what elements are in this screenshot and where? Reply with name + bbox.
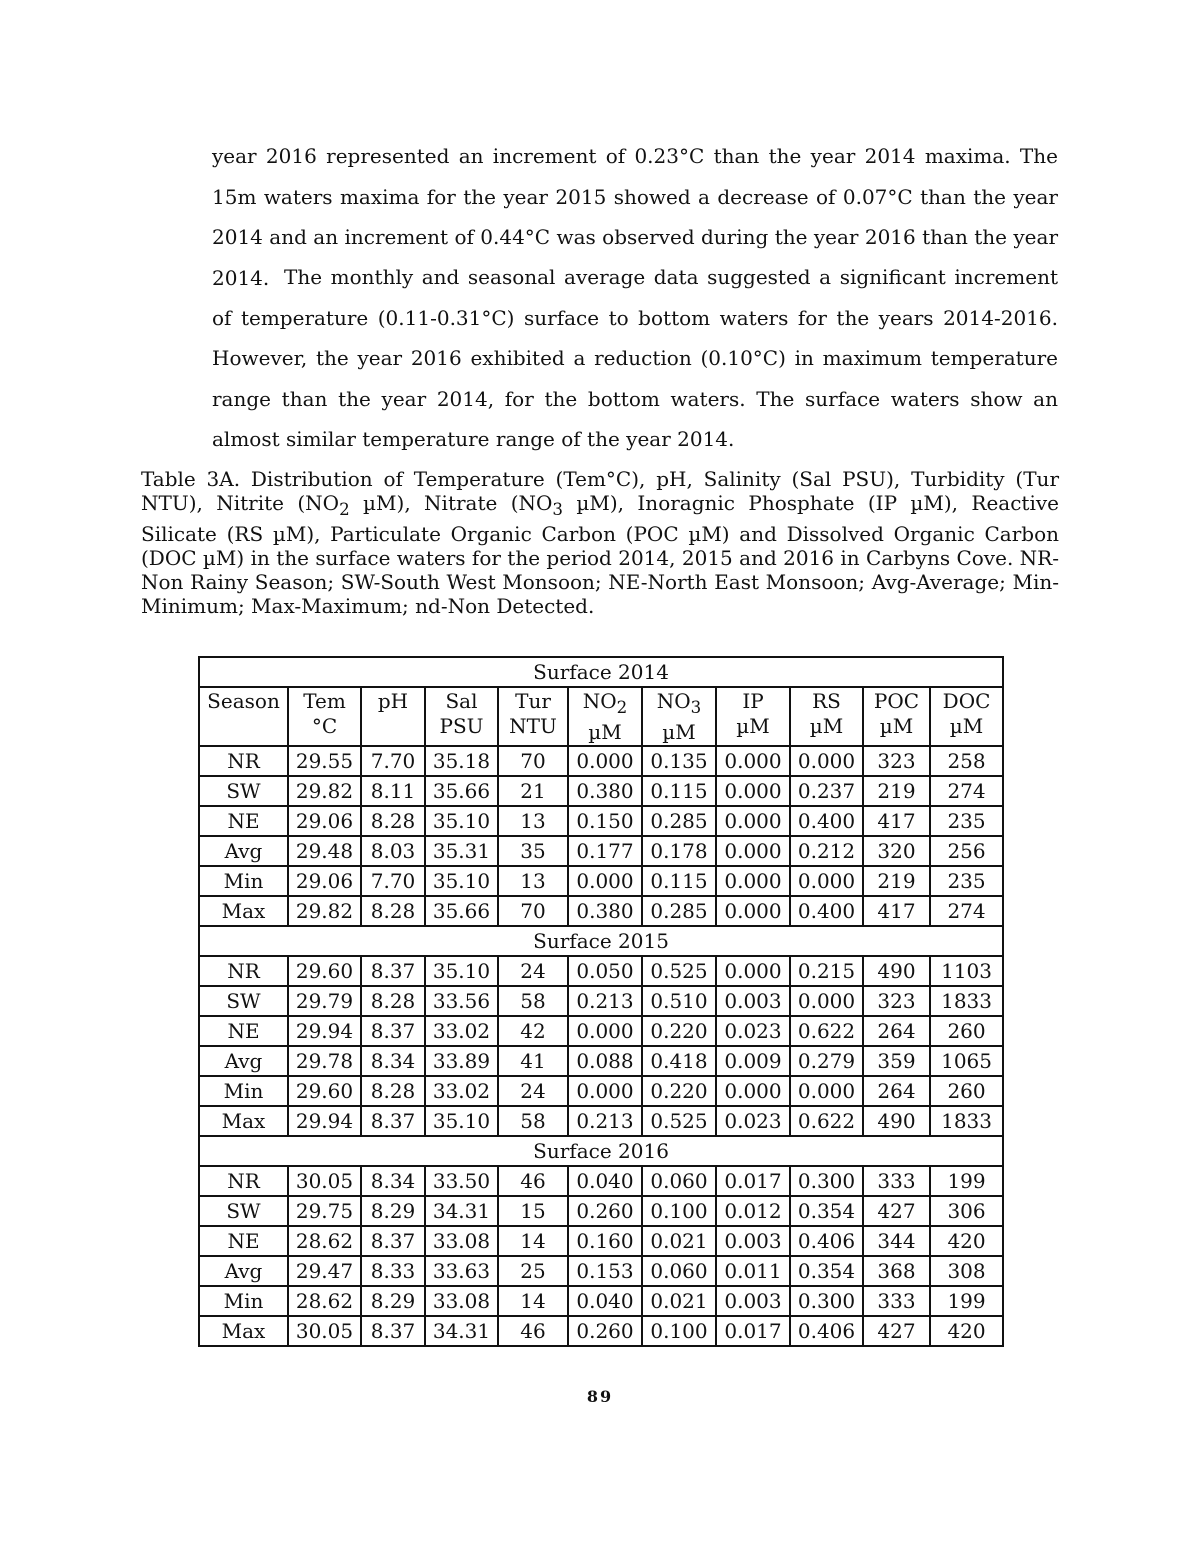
season-cell: Min xyxy=(199,1286,288,1316)
table-cell: 0.380 xyxy=(568,776,642,806)
table-cell: 0.000 xyxy=(716,956,790,986)
table-cell: 344 xyxy=(863,1226,930,1256)
table-cell: 0.153 xyxy=(568,1256,642,1286)
season-cell: Min xyxy=(199,866,288,896)
column-header-label: DOC xyxy=(942,689,991,713)
column-header xyxy=(199,687,288,746)
season-cell: NR xyxy=(199,1166,288,1196)
table-cell: 0.088 xyxy=(568,1046,642,1076)
table-cell: 219 xyxy=(863,866,930,896)
table-cell: 33.08 xyxy=(425,1226,498,1256)
table-cell: 0.406 xyxy=(790,1316,863,1346)
table-row xyxy=(199,746,1003,776)
table-cell: 0.215 xyxy=(790,956,863,986)
table-cell: 8.37 xyxy=(361,1016,425,1046)
table-cell: 14 xyxy=(498,1286,568,1316)
table-cell: 8.28 xyxy=(361,986,425,1016)
table-cell: 0.003 xyxy=(716,1286,790,1316)
table-cell: 0.021 xyxy=(642,1286,716,1316)
table-cell: 0.279 xyxy=(790,1046,863,1076)
table-cell: 0.135 xyxy=(642,746,716,776)
table-cell: 46 xyxy=(498,1316,568,1346)
table-cell: 333 xyxy=(863,1166,930,1196)
table-row xyxy=(199,776,1003,806)
column-header-subscript: 3 xyxy=(690,698,702,717)
table-cell: 35.10 xyxy=(425,956,498,986)
table-cell: 0.400 xyxy=(790,806,863,836)
table-cell: 35.66 xyxy=(425,776,498,806)
table-cell: 0.160 xyxy=(568,1226,642,1256)
table-cell: 33.50 xyxy=(425,1166,498,1196)
table-cell: 35.18 xyxy=(425,746,498,776)
table-cell: 0.622 xyxy=(790,1016,863,1046)
table-row xyxy=(199,1076,1003,1106)
table-cell: 0.150 xyxy=(568,806,642,836)
table-cell: 0.003 xyxy=(716,986,790,1016)
table-cell: 35.10 xyxy=(425,806,498,836)
column-header-label: NO xyxy=(582,689,617,713)
table-cell: 199 xyxy=(930,1166,1003,1196)
column-header xyxy=(425,687,498,746)
table-cell: 0.003 xyxy=(716,1226,790,1256)
table-cell: 0.380 xyxy=(568,896,642,926)
table-caption xyxy=(141,467,1059,619)
table-section-row xyxy=(199,657,1003,687)
table-cell: 14 xyxy=(498,1226,568,1256)
season-cell: NR xyxy=(199,956,288,986)
table-cell: 0.023 xyxy=(716,1016,790,1046)
column-header-unit: µM xyxy=(736,714,770,738)
table-cell: 29.47 xyxy=(288,1256,361,1286)
season-cell: Min xyxy=(199,1076,288,1106)
table-cell: 256 xyxy=(930,836,1003,866)
column-header-unit: µM xyxy=(879,714,914,738)
table-cell: 35.10 xyxy=(425,1106,498,1136)
caption-text: Table 3A. Distribution of Temperature (Tem°C), pH, Salinity (Sal PSU), Turbidity (Tur NTU), Nitrite (NO xyxy=(141,467,1059,516)
season-cell: SW xyxy=(199,1196,288,1226)
table-cell: 33.56 xyxy=(425,986,498,1016)
table-cell: 70 xyxy=(498,746,568,776)
table-cell: 0.000 xyxy=(716,746,790,776)
caption-text: µM), Nitrate (NO xyxy=(349,491,553,516)
column-header xyxy=(716,687,790,746)
season-cell: Max xyxy=(199,1106,288,1136)
table-cell: 306 xyxy=(930,1196,1003,1226)
table-cell: 0.525 xyxy=(642,956,716,986)
table-cell: 0.213 xyxy=(568,1106,642,1136)
table-cell: 0.000 xyxy=(716,836,790,866)
caption-text: µM), Inoragnic Phosphate (IP µM), Reactive Silicate (RS µM), Particulate Organic Carbon (POC µM) and Dissolved Organic Carbon (DOC µM) in the surface waters for the period 2014, 2015 and 2016 in Carbyns Cove. NR-Non Rainy Season; SW-South West Monsoon; NE-North East Monsoon; Avg-Average; Min-Minimum; Max-Maximum; nd-Non Detected. xyxy=(141,491,1059,619)
table-cell: 24 xyxy=(498,1076,568,1106)
table-row xyxy=(199,1166,1003,1196)
table-cell: 29.94 xyxy=(288,1016,361,1046)
table-cell: 323 xyxy=(863,986,930,1016)
table-section-row xyxy=(199,1136,1003,1166)
column-header-label: pH xyxy=(377,689,409,713)
table-cell: 0.406 xyxy=(790,1226,863,1256)
column-header-unit: NTU xyxy=(509,714,557,738)
table-cell: 0.285 xyxy=(642,896,716,926)
table-cell: 0.260 xyxy=(568,1316,642,1346)
table-cell: 0.060 xyxy=(642,1256,716,1286)
table-cell: 219 xyxy=(863,776,930,806)
table-cell: 0.115 xyxy=(642,776,716,806)
table-cell: 0.260 xyxy=(568,1196,642,1226)
season-cell: SW xyxy=(199,776,288,806)
column-header xyxy=(790,687,863,746)
table-cell: 0.000 xyxy=(716,896,790,926)
table-cell: 0.050 xyxy=(568,956,642,986)
season-cell: SW xyxy=(199,986,288,1016)
column-header-label: Season xyxy=(207,689,280,713)
table-cell: 24 xyxy=(498,956,568,986)
table-cell: 0.510 xyxy=(642,986,716,1016)
table-cell: 333 xyxy=(863,1286,930,1316)
table-row xyxy=(199,1106,1003,1136)
table-row xyxy=(199,866,1003,896)
table-cell: 368 xyxy=(863,1256,930,1286)
table-cell: 58 xyxy=(498,1106,568,1136)
season-cell: Avg xyxy=(199,1046,288,1076)
table-cell: 0.100 xyxy=(642,1196,716,1226)
table-cell: 13 xyxy=(498,866,568,896)
table-cell: 235 xyxy=(930,806,1003,836)
column-header xyxy=(930,687,1003,746)
table-row xyxy=(199,836,1003,866)
season-cell: Max xyxy=(199,1316,288,1346)
table-cell: 41 xyxy=(498,1046,568,1076)
table-row xyxy=(199,1046,1003,1076)
table-cell: 0.000 xyxy=(716,776,790,806)
table-cell: 0.212 xyxy=(790,836,863,866)
table-cell: 0.220 xyxy=(642,1076,716,1106)
table-cell: 33.63 xyxy=(425,1256,498,1286)
table-cell: 0.000 xyxy=(568,866,642,896)
table-cell: 8.28 xyxy=(361,806,425,836)
table-cell: 0.017 xyxy=(716,1316,790,1346)
table-cell: 0.012 xyxy=(716,1196,790,1226)
table-row xyxy=(199,1316,1003,1346)
table-cell: 323 xyxy=(863,746,930,776)
table-cell: 8.11 xyxy=(361,776,425,806)
column-header-unit: °C xyxy=(311,714,338,738)
table-cell: 8.37 xyxy=(361,1106,425,1136)
table-row xyxy=(199,1256,1003,1286)
table-row xyxy=(199,1226,1003,1256)
table-cell: 260 xyxy=(930,1076,1003,1106)
table-cell: 0.622 xyxy=(790,1106,863,1136)
table-cell: 0.300 xyxy=(790,1166,863,1196)
table-cell: 0.040 xyxy=(568,1286,642,1316)
column-header-unit: µM xyxy=(588,720,622,744)
column-header-label: IP xyxy=(742,689,764,713)
table-cell: 0.000 xyxy=(568,746,642,776)
table-cell: 1833 xyxy=(930,1106,1003,1136)
table-cell: 8.03 xyxy=(361,836,425,866)
table-cell: 0.354 xyxy=(790,1196,863,1226)
table-cell: 28.62 xyxy=(288,1286,361,1316)
table-cell: 46 xyxy=(498,1166,568,1196)
table-cell: 0.525 xyxy=(642,1106,716,1136)
table-cell: 0.000 xyxy=(568,1016,642,1046)
body-paragraph-1: year 2016 represented an increment of 0.23°C than the year 2014 maxima. The 15m waters maxima for the year 2015 showed a decrease of 0.07°C than the year 2014 and an increment of 0.44°C was observed during the year 2016 than the year 2014. xyxy=(212,144,1058,290)
table-cell: 33.02 xyxy=(425,1016,498,1046)
section-title: Surface 2014 xyxy=(199,657,1003,687)
table-cell: 417 xyxy=(863,896,930,926)
column-header xyxy=(642,687,716,746)
table-cell: 0.213 xyxy=(568,986,642,1016)
table-cell: 0.011 xyxy=(716,1256,790,1286)
table-cell: 274 xyxy=(930,896,1003,926)
table-cell: 29.60 xyxy=(288,1076,361,1106)
table-cell: 0.400 xyxy=(790,896,863,926)
table-cell: 0.100 xyxy=(642,1316,716,1346)
table-cell: 8.28 xyxy=(361,1076,425,1106)
table-cell: 0.000 xyxy=(568,1076,642,1106)
season-cell: NE xyxy=(199,806,288,836)
section-title: Surface 2016 xyxy=(199,1136,1003,1166)
table-cell: 13 xyxy=(498,806,568,836)
table-cell: 0.177 xyxy=(568,836,642,866)
table-cell: 0.285 xyxy=(642,806,716,836)
table-cell: 260 xyxy=(930,1016,1003,1046)
table-cell: 0.354 xyxy=(790,1256,863,1286)
table-cell: 420 xyxy=(930,1226,1003,1256)
table-cell: 7.70 xyxy=(361,866,425,896)
table-cell: 264 xyxy=(863,1016,930,1046)
table-cell: 0.021 xyxy=(642,1226,716,1256)
season-cell: NE xyxy=(199,1226,288,1256)
table-cell: 0.060 xyxy=(642,1166,716,1196)
table-cell: 274 xyxy=(930,776,1003,806)
table-cell: 58 xyxy=(498,986,568,1016)
table-cell: 29.60 xyxy=(288,956,361,986)
column-header xyxy=(288,687,361,746)
column-header-unit: PSU xyxy=(439,714,484,738)
table-cell: 0.000 xyxy=(716,806,790,836)
table-cell: 29.82 xyxy=(288,776,361,806)
table-row xyxy=(199,986,1003,1016)
table-cell: 33.02 xyxy=(425,1076,498,1106)
season-cell: Avg xyxy=(199,1256,288,1286)
column-header-label: POC xyxy=(873,689,920,713)
table-cell: 35.66 xyxy=(425,896,498,926)
table-cell: 235 xyxy=(930,866,1003,896)
table-row xyxy=(199,806,1003,836)
table-cell: 8.37 xyxy=(361,956,425,986)
table-cell: 8.37 xyxy=(361,1226,425,1256)
season-cell: NE xyxy=(199,1016,288,1046)
table-cell: 0.000 xyxy=(790,986,863,1016)
table-cell: 0.009 xyxy=(716,1046,790,1076)
table-cell: 258 xyxy=(930,746,1003,776)
table-cell: 29.06 xyxy=(288,806,361,836)
table-cell: 34.31 xyxy=(425,1316,498,1346)
column-header xyxy=(568,687,642,746)
data-table xyxy=(198,656,1004,1347)
table-cell: 21 xyxy=(498,776,568,806)
table-cell: 0.000 xyxy=(790,746,863,776)
table-cell: 0.000 xyxy=(790,1076,863,1106)
table-cell: 0.000 xyxy=(716,1076,790,1106)
table-cell: 29.79 xyxy=(288,986,361,1016)
table-cell: 0.023 xyxy=(716,1106,790,1136)
body-paragraph-2: The monthly and seasonal average data suggested a significant increment of temperature (0.11-0.31°C) surface to bottom waters for the years 2014-2016. However, the year 2016 exhibited a reduction (0.10°C) in maximum temperature range than the year 2014, for the bottom waters. The surface waters show an almost similar temperature range of the year 2014. xyxy=(212,265,1058,452)
column-header-subscript: 2 xyxy=(616,698,628,717)
table-cell: 29.55 xyxy=(288,746,361,776)
table-cell: 35 xyxy=(498,836,568,866)
table-cell: 320 xyxy=(863,836,930,866)
table-cell: 427 xyxy=(863,1316,930,1346)
table-cell: 490 xyxy=(863,1106,930,1136)
table-cell: 264 xyxy=(863,1076,930,1106)
table-cell: 0.017 xyxy=(716,1166,790,1196)
table-cell: 1065 xyxy=(930,1046,1003,1076)
column-header xyxy=(361,687,425,746)
table-cell: 0.220 xyxy=(642,1016,716,1046)
table-cell: 0.237 xyxy=(790,776,863,806)
table-cell: 33.08 xyxy=(425,1286,498,1316)
column-header-label: Sal xyxy=(445,689,478,713)
table-cell: 25 xyxy=(498,1256,568,1286)
column-header-label: Tem xyxy=(303,689,346,713)
section-title: Surface 2015 xyxy=(199,926,1003,956)
table-cell: 8.34 xyxy=(361,1166,425,1196)
table-cell: 427 xyxy=(863,1196,930,1226)
table-cell: 34.31 xyxy=(425,1196,498,1226)
table-row xyxy=(199,1016,1003,1046)
page-number: 89 xyxy=(586,1387,614,1406)
table-row xyxy=(199,1286,1003,1316)
table-cell: 0.418 xyxy=(642,1046,716,1076)
season-cell: Avg xyxy=(199,836,288,866)
table-cell: 42 xyxy=(498,1016,568,1046)
season-cell: Max xyxy=(199,896,288,926)
column-header-unit: µM xyxy=(809,714,844,738)
table-cell: 0.300 xyxy=(790,1286,863,1316)
table-cell: 8.37 xyxy=(361,1316,425,1346)
column-header-label: NO xyxy=(656,689,691,713)
table-cell: 8.28 xyxy=(361,896,425,926)
table-cell: 28.62 xyxy=(288,1226,361,1256)
table-cell: 420 xyxy=(930,1316,1003,1346)
season-cell: NR xyxy=(199,746,288,776)
table-cell: 35.31 xyxy=(425,836,498,866)
table-cell: 359 xyxy=(863,1046,930,1076)
table-cell: 8.29 xyxy=(361,1196,425,1226)
table-cell: 0.000 xyxy=(790,866,863,896)
table-cell: 29.75 xyxy=(288,1196,361,1226)
column-header-unit: µM xyxy=(949,714,984,738)
column-header-label: RS xyxy=(812,689,841,713)
column-header xyxy=(863,687,930,746)
table-cell: 0.000 xyxy=(716,866,790,896)
table-cell: 7.70 xyxy=(361,746,425,776)
caption-subscript: 2 xyxy=(339,500,350,520)
table-cell: 30.05 xyxy=(288,1166,361,1196)
table-cell: 29.78 xyxy=(288,1046,361,1076)
column-header-label: Tur xyxy=(515,689,551,713)
table-cell: 0.115 xyxy=(642,866,716,896)
table-cell: 15 xyxy=(498,1196,568,1226)
table-header-row xyxy=(199,687,1003,746)
caption-subscript: 3 xyxy=(552,500,564,520)
table-cell: 29.48 xyxy=(288,836,361,866)
table-row xyxy=(199,956,1003,986)
table-cell: 0.178 xyxy=(642,836,716,866)
column-header-unit: µM xyxy=(662,720,696,744)
table-cell: 199 xyxy=(930,1286,1003,1316)
table-row xyxy=(199,896,1003,926)
table-cell: 1833 xyxy=(930,986,1003,1016)
table-cell: 29.06 xyxy=(288,866,361,896)
table-cell: 8.34 xyxy=(361,1046,425,1076)
table-cell: 33.89 xyxy=(425,1046,498,1076)
table-cell: 29.82 xyxy=(288,896,361,926)
table-cell: 8.33 xyxy=(361,1256,425,1286)
table-cell: 8.29 xyxy=(361,1286,425,1316)
table-cell: 417 xyxy=(863,806,930,836)
table-cell: 1103 xyxy=(930,956,1003,986)
table-row xyxy=(199,1196,1003,1226)
table-cell: 30.05 xyxy=(288,1316,361,1346)
table-cell: 35.10 xyxy=(425,866,498,896)
column-header xyxy=(498,687,568,746)
table-section-row xyxy=(199,926,1003,956)
table-cell: 490 xyxy=(863,956,930,986)
table-cell: 308 xyxy=(930,1256,1003,1286)
table-cell: 70 xyxy=(498,896,568,926)
table-cell: 0.040 xyxy=(568,1166,642,1196)
table-cell: 29.94 xyxy=(288,1106,361,1136)
